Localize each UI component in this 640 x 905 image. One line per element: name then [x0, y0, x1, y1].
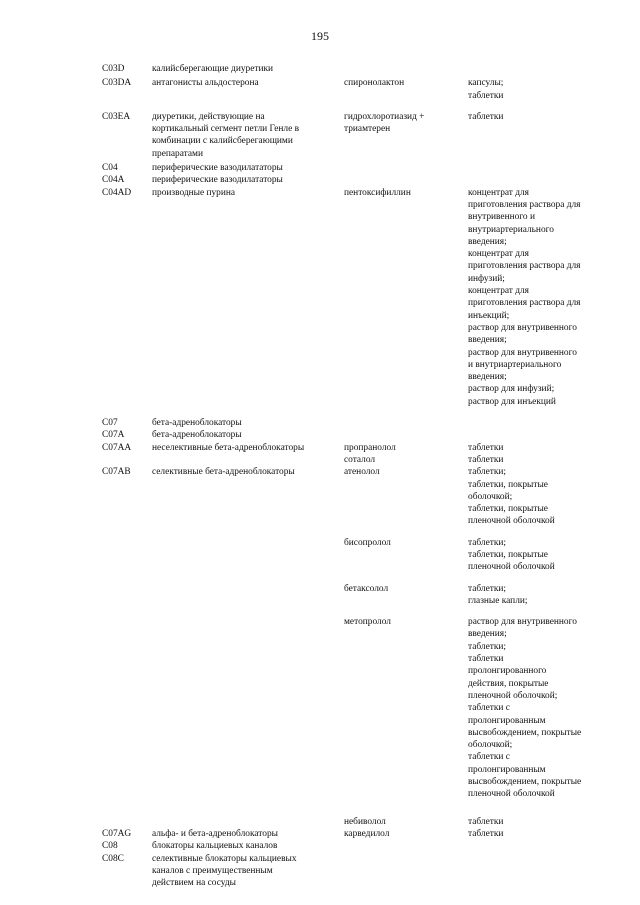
drug-name: [344, 162, 468, 174]
pharmacological-group-line: антагонисты альдостерона: [152, 78, 259, 89]
dosage-form-line: глазные капли;: [468, 595, 528, 606]
atc-code-text: C08C: [102, 853, 124, 864]
drug-classification-table: [102, 63, 602, 889]
dosage-form-line: раствор для внутривенного: [468, 617, 577, 628]
drug-name: [344, 466, 468, 527]
dosage-form-line: инъекций;: [468, 310, 510, 321]
pharmacological-group-line: периферические вазодилататоры: [152, 163, 283, 174]
dosage-form-line: инфузий;: [468, 273, 505, 284]
atc-code-text: C03EA: [102, 111, 131, 122]
table-row: [102, 417, 602, 429]
pharmacological-group: [152, 466, 344, 527]
drug-name: [344, 828, 468, 840]
dosage-form-line: введения;: [468, 236, 507, 247]
drug-name-line: бисопролол: [344, 537, 391, 548]
drug-name: [344, 174, 468, 186]
pharmacological-group-line: диуретики, действующие на: [152, 111, 265, 122]
dosage-form-line: таблетки;: [468, 641, 507, 652]
dosage-form-line: таблетки: [468, 111, 504, 122]
dosage-form-line: таблетки, покрытые: [468, 549, 548, 560]
pharmacological-group-line: каналов с преимущественным: [152, 865, 273, 876]
dosage-form-line: раствор для инъекций: [468, 396, 556, 407]
drug-name-line: небиволол: [344, 816, 386, 827]
dosage-form-line: приготовления раствора для: [468, 199, 581, 210]
dosage-form-line: таблетки;: [468, 537, 507, 548]
pharmacological-group-line: калийсберегающие диуретики: [152, 64, 274, 74]
table-row: [102, 828, 602, 840]
pharmacological-group: [152, 174, 344, 186]
dosage-form-line: таблетки: [468, 828, 504, 839]
dosage-form-line: пленочной оболочкой: [468, 516, 555, 527]
dosage-form: [468, 63, 604, 75]
dosage-form: [468, 840, 604, 852]
dosage-form: [468, 828, 604, 840]
atc-code-text: C07AG: [102, 828, 132, 839]
atc-code: [102, 466, 152, 527]
dosage-form: [468, 616, 604, 800]
drug-name-line: соталол: [344, 454, 376, 465]
pharmacological-group: [152, 77, 344, 102]
pharmacological-group-line: бета-адреноблокаторы: [152, 430, 242, 441]
table-row: [102, 853, 602, 890]
pharmacological-group-line: селективные блокаторы кальциевых: [152, 853, 297, 864]
pharmacological-group: [152, 442, 344, 454]
atc-code-text: C04: [102, 163, 118, 174]
dosage-form-line: пролонгированного: [468, 666, 547, 677]
dosage-form: [468, 174, 604, 186]
table-row: [102, 187, 602, 408]
table-row: [102, 63, 602, 75]
pharmacological-group: [152, 187, 344, 408]
dosage-form-line: внутривенного и: [468, 212, 535, 223]
dosage-form-line: высвобождением, покрытые: [468, 727, 582, 738]
dosage-form-line: таблетки: [468, 816, 504, 827]
table-row: [102, 442, 602, 454]
dosage-form-line: и внутриартериального: [468, 359, 562, 370]
drug-name: [344, 454, 468, 466]
drug-name-line: бетаксолол: [344, 583, 389, 594]
pharmacological-group: [152, 853, 344, 890]
dosage-form: [468, 162, 604, 174]
pharmacological-group: [152, 537, 344, 574]
dosage-form-line: таблетки, покрытые: [468, 479, 548, 490]
atc-code-text: C03D: [102, 64, 125, 74]
dosage-form: [468, 583, 604, 608]
atc-code-text: C08: [102, 841, 118, 852]
drug-name-line: пентоксифиллин: [344, 187, 411, 198]
pharmacological-group-line: неселективные бета-адреноблокаторы: [152, 442, 305, 453]
dosage-form: [468, 853, 604, 890]
atc-code: [102, 63, 152, 75]
atc-code-text: C07A: [102, 430, 125, 441]
drug-name: [344, 583, 468, 608]
atc-code-text: C03DA: [102, 78, 132, 89]
dosage-form: [468, 77, 604, 102]
drug-name: [344, 77, 468, 102]
dosage-form-line: таблетки с: [468, 703, 510, 714]
dosage-form-line: внутриартериального: [468, 224, 554, 235]
atc-code: [102, 77, 152, 102]
dosage-form-line: введения;: [468, 335, 507, 346]
atc-code: [102, 583, 152, 608]
atc-code: [102, 442, 152, 454]
table-row: [102, 174, 602, 186]
pharmacological-group: [152, 816, 344, 828]
dosage-form-line: пленочной оболочкой;: [468, 690, 558, 701]
table-row: [102, 816, 602, 828]
dosage-form-line: действия, покрытые: [468, 678, 549, 689]
atc-code-text: C07AB: [102, 467, 131, 478]
pharmacological-group-line: действием на сосуды: [152, 878, 236, 889]
dosage-form-line: раствор для инфузий;: [468, 384, 555, 395]
atc-code: [102, 454, 152, 466]
pharmacological-group: [152, 111, 344, 160]
table-row: [102, 466, 602, 527]
dosage-form-line: таблетки;: [468, 583, 507, 594]
pharmacological-group-line: блокаторы кальциевых каналов: [152, 841, 278, 852]
pharmacological-group: [152, 616, 344, 800]
dosage-form-line: приготовления раствора для: [468, 261, 581, 272]
drug-name: [344, 187, 468, 408]
pharmacological-group: [152, 162, 344, 174]
pharmacological-group: [152, 417, 344, 429]
atc-code: [102, 537, 152, 574]
drug-name: [344, 853, 468, 890]
page-number: 195: [311, 29, 329, 43]
pharmacological-group: [152, 454, 344, 466]
pharmacological-group-line: препаратами: [152, 148, 203, 159]
drug-name: [344, 63, 468, 75]
dosage-form-line: концентрат для: [468, 286, 529, 297]
dosage-form: [468, 537, 604, 574]
drug-name: [344, 417, 468, 429]
dosage-form-line: таблетки: [468, 90, 504, 101]
atc-code: [102, 111, 152, 160]
drug-name-line: карведилол: [344, 828, 390, 839]
drug-name: [344, 816, 468, 828]
atc-code: [102, 816, 152, 828]
pharmacological-group-line: кортикальный сегмент петли Генле в: [152, 124, 300, 135]
drug-name-line: гидрохлоротиазид +: [344, 111, 425, 122]
dosage-form: [468, 442, 604, 454]
dosage-form-line: таблетки: [468, 654, 504, 665]
atc-code-text: C07AA: [102, 442, 132, 453]
pharmacological-group-line: периферические вазодилататоры: [152, 175, 283, 186]
dosage-form-line: пролонгированным: [468, 764, 546, 775]
dosage-form-line: приготовления раствора для: [468, 298, 581, 309]
drug-name: [344, 429, 468, 441]
atc-code-text: C04A: [102, 175, 125, 186]
atc-code: [102, 840, 152, 852]
table-row: [102, 77, 602, 102]
pharmacological-group: [152, 583, 344, 608]
dosage-form-line: таблетки: [468, 454, 504, 465]
dosage-form: [468, 454, 604, 466]
atc-code: [102, 616, 152, 800]
atc-code: [102, 417, 152, 429]
dosage-form-line: введения;: [468, 629, 507, 640]
table-row: [102, 454, 602, 466]
drug-name: [344, 537, 468, 574]
pharmacological-group: [152, 840, 344, 852]
pharmacological-group: [152, 63, 344, 75]
drug-name-line: метопролол: [344, 617, 391, 628]
drug-name: [344, 616, 468, 800]
dosage-form-line: раствор для внутривенного: [468, 322, 577, 333]
atc-code: [102, 187, 152, 408]
dosage-form: [468, 111, 604, 160]
atc-code: [102, 162, 152, 174]
drug-name: [344, 442, 468, 454]
dosage-form-line: капсулы;: [468, 78, 504, 89]
dosage-form-line: оболочкой;: [468, 491, 513, 502]
dosage-form-line: пленочной оболочкой: [468, 562, 555, 573]
dosage-form-line: таблетки: [468, 442, 504, 453]
dosage-form-line: таблетки;: [468, 467, 507, 478]
dosage-form-line: таблетки с: [468, 752, 510, 763]
dosage-form-line: высвобождением, покрытые: [468, 777, 582, 788]
dosage-form-line: введения;: [468, 372, 507, 383]
table-row: [102, 583, 602, 608]
dosage-form-line: раствор для внутривенного: [468, 347, 577, 358]
pharmacological-group-line: комбинации с калийсберегающими: [152, 136, 293, 147]
atc-code-text: C04AD: [102, 187, 132, 198]
pharmacological-group: [152, 429, 344, 441]
dosage-form: [468, 816, 604, 828]
drug-name-line: триамтерен: [344, 124, 391, 135]
pharmacological-group-line: бета-адреноблокаторы: [152, 418, 242, 429]
dosage-form: [468, 187, 604, 408]
atc-code: [102, 174, 152, 186]
table-row: [102, 111, 602, 160]
dosage-form-line: оболочкой;: [468, 740, 513, 751]
table-row: [102, 616, 602, 800]
pharmacological-group: [152, 828, 344, 840]
atc-code: [102, 853, 152, 890]
dosage-form-line: концентрат для: [468, 249, 529, 260]
dosage-form-line: пленочной оболочкой: [468, 789, 555, 800]
drug-name-line: спиронолактон: [344, 78, 405, 89]
table-row: [102, 840, 602, 852]
pharmacological-group-line: альфа- и бета-адреноблокаторы: [152, 828, 278, 839]
atc-code: [102, 429, 152, 441]
pharmacological-group-line: производные пурина: [152, 187, 236, 198]
table-row: [102, 429, 602, 441]
drug-name: [344, 111, 468, 160]
dosage-form-line: таблетки, покрытые: [468, 504, 548, 515]
table-row: [102, 537, 602, 574]
drug-name-line: пропранолол: [344, 442, 396, 453]
table-row: [102, 162, 602, 174]
dosage-form: [468, 429, 604, 441]
atc-code-text: C07: [102, 418, 118, 429]
pharmacological-group-line: селективные бета-адреноблокаторы: [152, 467, 295, 478]
dosage-form-line: концентрат для: [468, 187, 529, 198]
drug-name: [344, 840, 468, 852]
dosage-form: [468, 466, 604, 527]
dosage-form-line: пролонгированным: [468, 715, 546, 726]
drug-name-line: атенолол: [344, 467, 380, 478]
dosage-form: [468, 417, 604, 429]
atc-code: [102, 828, 152, 840]
